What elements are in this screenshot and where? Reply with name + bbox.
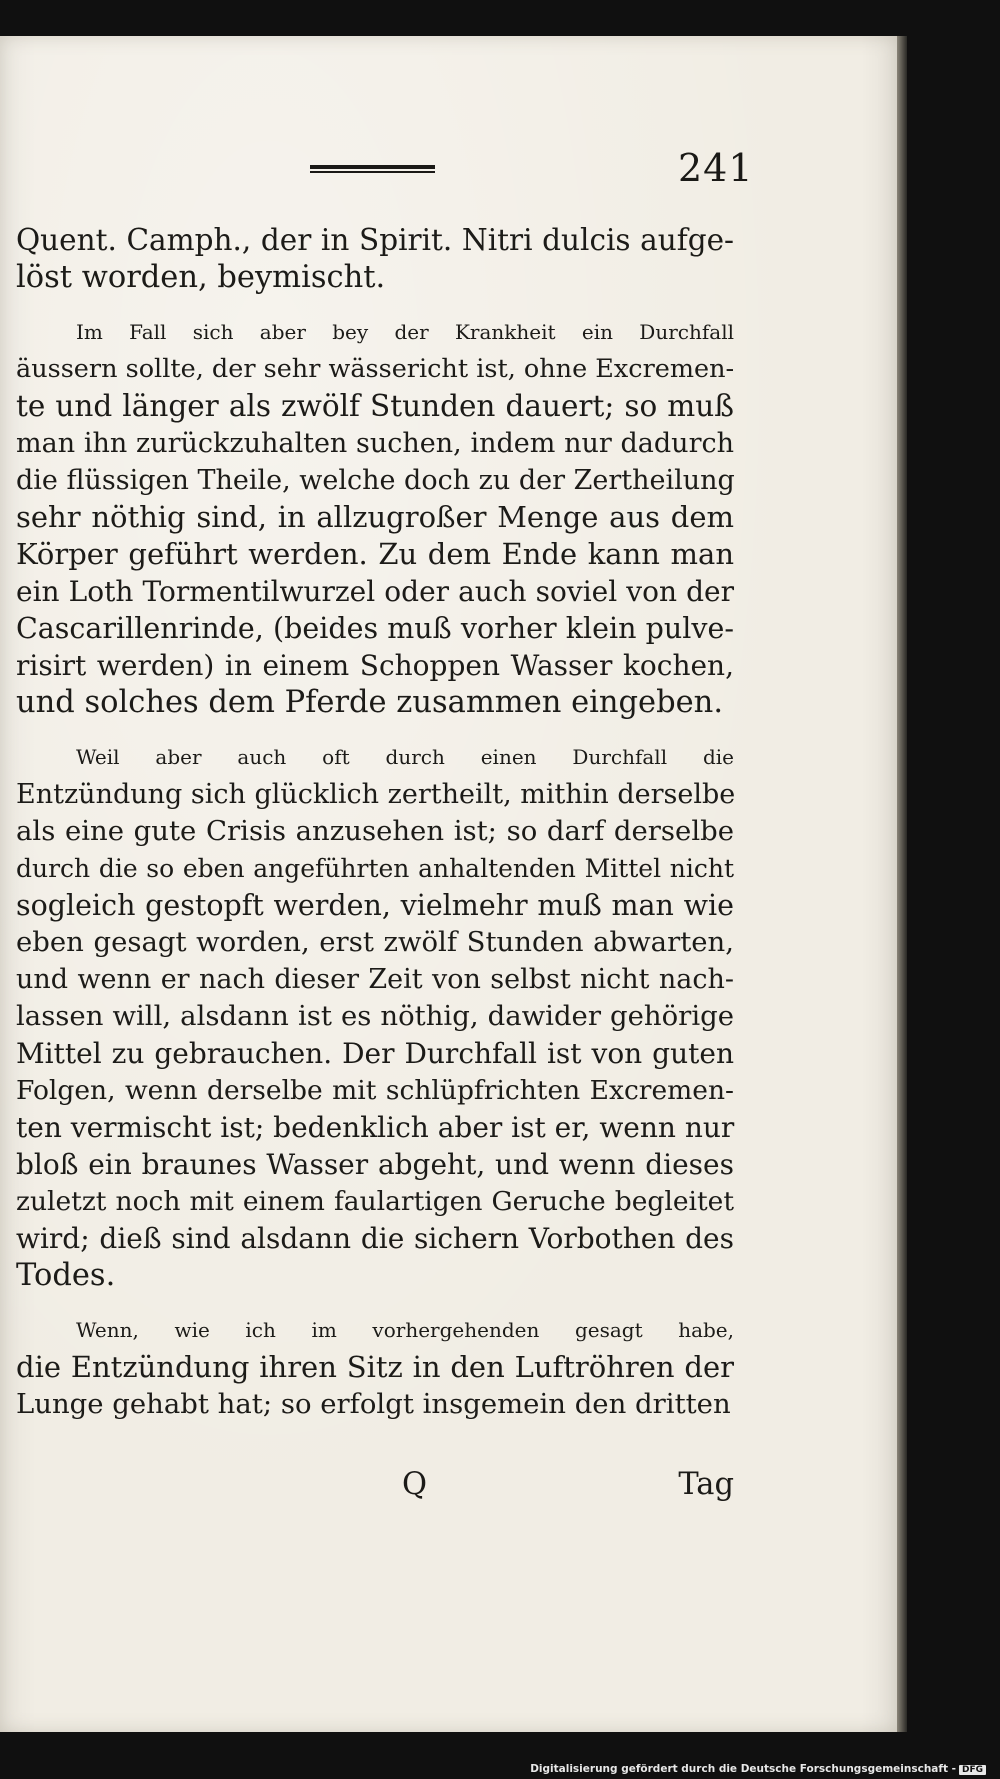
text-line: Körper geführt werden. Zu dem Ende kann man bbox=[16, 537, 734, 571]
text-line: eben gesagt worden, erst zwölf Stunden abwarten, bbox=[16, 926, 734, 958]
catchline bbox=[16, 1467, 734, 1507]
text-line: die Entzündung ihren Sitz in den Luftröhren der bbox=[16, 1350, 734, 1384]
text-line: Cascarillenrinde, (beides muß vorher klein pulve- bbox=[16, 612, 734, 645]
text-line: Wenn, wie ich im vorhergehenden gesagt habe, bbox=[76, 1318, 734, 1342]
body-text bbox=[16, 222, 734, 1423]
text-line: Entzündung sich glücklich zertheilt, mithin derselbe bbox=[16, 779, 736, 810]
text-line: Weil aber auch oft durch einen Durchfall die bbox=[76, 745, 734, 769]
header-ornament-rule bbox=[310, 165, 435, 173]
text-line: man ihn zurückzuhalten suchen, indem nur dadurch bbox=[16, 428, 734, 459]
text-line: Quent. Camph., der in Spirit. Nitri dulcis aufge- bbox=[16, 223, 734, 257]
paragraph bbox=[16, 1312, 734, 1423]
text-line: te und länger als zwölf Stunden dauert; so muß bbox=[16, 389, 734, 423]
text-line: als eine gute Crisis anzusehen ist; so darf derselbe bbox=[16, 815, 734, 847]
text-line: die flüssigen Theile, welche doch zu der Zertheilung bbox=[16, 465, 735, 496]
digitization-credit bbox=[530, 1763, 986, 1775]
text-line: sogleich gestopft werden, vielmehr muß man wie bbox=[16, 889, 734, 922]
header-rule-thin bbox=[310, 171, 435, 173]
text-line: zuletzt noch mit einem faulartigen Geruche begleitet bbox=[16, 1186, 734, 1217]
text-line: Lunge gehabt hat; so erfolgt insgemein den dritten bbox=[16, 1388, 731, 1420]
text-line: und solches dem Pferde zusammen eingeben. bbox=[16, 685, 724, 720]
paragraph bbox=[16, 739, 734, 1294]
paragraph bbox=[16, 222, 734, 296]
text-line: sehr nöthig sind, in allzugroßer Menge aus dem bbox=[16, 500, 734, 534]
text-line: Mittel zu gebrauchen. Der Durchfall ist von guten bbox=[16, 1037, 734, 1070]
text-line: risirt werden) in einem Schoppen Wasser kochen, bbox=[16, 649, 734, 682]
text-line: und wenn er nach dieser Zeit von selbst nicht nach- bbox=[16, 964, 734, 995]
text-line: Todes. bbox=[16, 1258, 116, 1293]
text-line: lassen will, alsdann ist es nöthig, dawider gehörige bbox=[16, 1000, 734, 1032]
page-number: 241 bbox=[678, 146, 754, 190]
text-line: Folgen, wenn derselbe mit schlüpfrichten Excremen- bbox=[16, 1075, 734, 1106]
signature-mark: Q bbox=[402, 1467, 428, 1502]
text-line: Im Fall sich aber bey der Krankheit ein Durchfall bbox=[76, 320, 734, 344]
text-line: ein Loth Tormentilwurzel oder auch soviel von der bbox=[16, 575, 734, 608]
credit-text: Digitalisierung gefördert durch die Deutsche Forschungsgemeinschaft - bbox=[530, 1763, 956, 1775]
paragraph bbox=[16, 314, 734, 721]
text-line: durch die so eben angeführten anhaltenden Mittel nicht bbox=[16, 854, 734, 883]
text-line: wird; dieß sind alsdann die sichern Vorbothen des bbox=[16, 1222, 734, 1255]
catchword: Tag bbox=[678, 1467, 734, 1502]
page-edge-shadow bbox=[897, 36, 907, 1732]
text-line: ten vermischt ist; bedenklich aber ist er, wenn nur bbox=[16, 1111, 735, 1144]
text-line: äussern sollte, der sehr wässericht ist, ohne Excremen- bbox=[16, 354, 735, 384]
header-rule-thick bbox=[310, 165, 435, 169]
text-line: bloß ein braunes Wasser abgeht, und wenn dieses bbox=[16, 1148, 734, 1181]
text-line: löst worden, beymischt. bbox=[16, 260, 386, 295]
dfg-logo: DFG bbox=[959, 1765, 986, 1775]
